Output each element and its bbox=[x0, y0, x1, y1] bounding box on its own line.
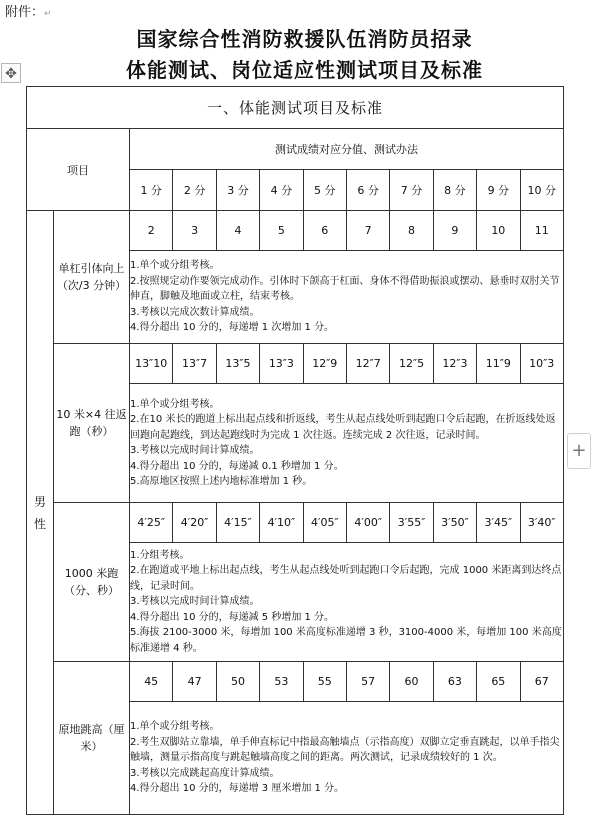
item-values-row bbox=[27, 344, 564, 384]
item-values-row bbox=[27, 662, 564, 702]
item-value-cell: 4′05″ bbox=[303, 503, 346, 543]
item-value-cell: 4′10″ bbox=[260, 503, 303, 543]
item-value-cell: 3′55″ bbox=[390, 503, 433, 543]
item-value-cell: 65 bbox=[477, 662, 520, 702]
item-notes bbox=[130, 384, 564, 503]
score-cell: 3 分 bbox=[216, 170, 259, 211]
item-value-cell: 9 bbox=[433, 211, 476, 251]
item-value-cell: 47 bbox=[173, 662, 216, 702]
item-value-cell: 50 bbox=[216, 662, 259, 702]
score-cell: 10 分 bbox=[520, 170, 563, 211]
item-value-cell: 12″9 bbox=[303, 344, 346, 384]
gender-cell: 男 性 bbox=[27, 211, 54, 815]
section-title: 一、体能测试项目及标准 bbox=[27, 87, 564, 129]
note-line: 3.考核以完成时间计算成绩。 bbox=[130, 596, 260, 608]
note-line: 2.按照规定动作要领完成动作。引体时下颌高于杠面、身体不得借助振浪或摆动、悬垂时双肘关节伸直，脚触及地面或立柱，结束考核。 bbox=[130, 275, 560, 303]
item-name: 单杠引体向上（次/3 分钟） bbox=[54, 211, 130, 344]
note-line: 1.单个或分组考核。 bbox=[130, 398, 220, 410]
item-value-cell: 12″7 bbox=[346, 344, 389, 384]
item-value-cell: 3′40″ bbox=[520, 503, 563, 543]
table-move-handle-icon[interactable]: ✥ bbox=[1, 63, 21, 83]
item-value-cell: 3 bbox=[173, 211, 216, 251]
note-line: 4.得分超出 10 分的，每递增 1 次增加 1 分。 bbox=[130, 322, 335, 334]
item-value-cell: 12″5 bbox=[390, 344, 433, 384]
score-cell: 5 分 bbox=[303, 170, 346, 211]
score-cell: 2 分 bbox=[173, 170, 216, 211]
item-value-cell: 53 bbox=[260, 662, 303, 702]
note-line: 1.单个或分组考核。 bbox=[130, 721, 220, 733]
item-value-cell: 4′25″ bbox=[130, 503, 173, 543]
item-value-cell: 60 bbox=[390, 662, 433, 702]
note-line: 4.得分超出 10 分的，每递增 3 厘米增加 1 分。 bbox=[130, 783, 345, 795]
item-value-cell: 57 bbox=[346, 662, 389, 702]
item-value-cell: 67 bbox=[520, 662, 563, 702]
item-value-cell: 45 bbox=[130, 662, 173, 702]
item-name: 原地跳高（厘米） bbox=[54, 662, 130, 815]
note-line: 2.在跑道或平地上标出起点线，考生从起点线处听到起跑口令后起跑，完成 1000 米距离到达终点线，记录时间。 bbox=[130, 565, 562, 592]
note-line: 5.高原地区按照上述内地标准增加 1 秒。 bbox=[130, 476, 313, 487]
project-header: 项目 bbox=[27, 129, 130, 211]
item-value-cell: 4 bbox=[216, 211, 259, 251]
item-value-cell: 6 bbox=[303, 211, 346, 251]
item-value-cell: 4′00″ bbox=[346, 503, 389, 543]
item-values-row bbox=[27, 211, 564, 251]
note-line: 4.得分超出 10 分的，每递减 0.1 秒增加 1 分。 bbox=[130, 460, 344, 472]
item-value-cell: 63 bbox=[433, 662, 476, 702]
item-notes bbox=[130, 543, 564, 662]
item-value-cell: 3′45″ bbox=[477, 503, 520, 543]
item-value-cell: 4′20″ bbox=[173, 503, 216, 543]
note-line: 1.单个或分组考核。 bbox=[130, 260, 220, 272]
note-line: 4.得分超出 10 分的，每递减 5 秒增加 1 分。 bbox=[130, 611, 335, 623]
item-value-cell: 7 bbox=[346, 211, 389, 251]
item-notes bbox=[130, 702, 564, 815]
item-value-cell: 55 bbox=[303, 662, 346, 702]
add-column-plus-icon[interactable]: + bbox=[567, 433, 591, 469]
item-value-cell: 13″5 bbox=[216, 344, 259, 384]
document-title bbox=[0, 24, 609, 86]
item-name: 10 米×4 往返跑（秒） bbox=[54, 344, 130, 503]
item-value-cell: 13″7 bbox=[173, 344, 216, 384]
score-cell: 7 分 bbox=[390, 170, 433, 211]
note-line: 2.在10 米长的跑道上标出起点线和折返线，考生从起点线处听到起跑口令后起跑，在折返线处返回跑向起跑线，到达起跑线时为完成 1 次往返。连续完成 2 次往返，记录时间。 bbox=[130, 414, 556, 441]
note-line: 2.考生双脚站立靠墙，单手伸直标记中指最高触墙点（示指高度）双脚立定垂直跳起，以单手指尖触墙，测量示指高度与跳起触墙高度之间的距离。两次测试，记录成绩较好的 1 次。 bbox=[130, 736, 560, 764]
item-value-cell: 8 bbox=[390, 211, 433, 251]
item-value-cell: 11 bbox=[520, 211, 563, 251]
title-line-1: 国家综合性消防救援队伍消防员招录 bbox=[136, 27, 473, 51]
item-value-cell: 3′50″ bbox=[433, 503, 476, 543]
item-notes bbox=[130, 251, 564, 344]
item-values-row bbox=[27, 503, 564, 543]
item-value-cell: 11″9 bbox=[477, 344, 520, 384]
item-name: 1000 米跑（分、秒） bbox=[54, 503, 130, 662]
note-line: 3.考核以完成时间计算成绩。 bbox=[130, 445, 260, 456]
score-cell: 6 分 bbox=[346, 170, 389, 211]
attachment-label: 附件：↵ bbox=[5, 5, 52, 20]
item-value-cell: 12″3 bbox=[433, 344, 476, 384]
item-value-cell: 4′15″ bbox=[216, 503, 259, 543]
item-value-cell: 5 bbox=[260, 211, 303, 251]
note-line: 5.海拔 2100-3000 米，每增加 100 米高度标准递增 3 秒，3100-4000 米，每增加 100 米高度标准递增 4 秒。 bbox=[130, 627, 562, 654]
score-cell: 8 分 bbox=[433, 170, 476, 211]
scores-header: 测试成绩对应分值、测试办法 bbox=[130, 129, 564, 170]
score-cell: 9 分 bbox=[477, 170, 520, 211]
item-value-cell: 10 bbox=[477, 211, 520, 251]
item-value-cell: 13″10 bbox=[130, 344, 173, 384]
item-value-cell: 10″3 bbox=[520, 344, 563, 384]
item-value-cell: 2 bbox=[130, 211, 173, 251]
title-line-2: 体能测试、岗位适应性测试项目及标准 bbox=[126, 58, 483, 82]
score-cell: 1 分 bbox=[130, 170, 173, 211]
note-line: 3.考核以完成次数计算成绩。 bbox=[130, 306, 260, 318]
standards-table bbox=[26, 86, 564, 815]
note-line: 1.分组考核。 bbox=[130, 549, 190, 561]
item-value-cell: 13″3 bbox=[260, 344, 303, 384]
note-line: 3.考核以完成跳起高度计算成绩。 bbox=[130, 767, 280, 779]
score-cell: 4 分 bbox=[260, 170, 303, 211]
